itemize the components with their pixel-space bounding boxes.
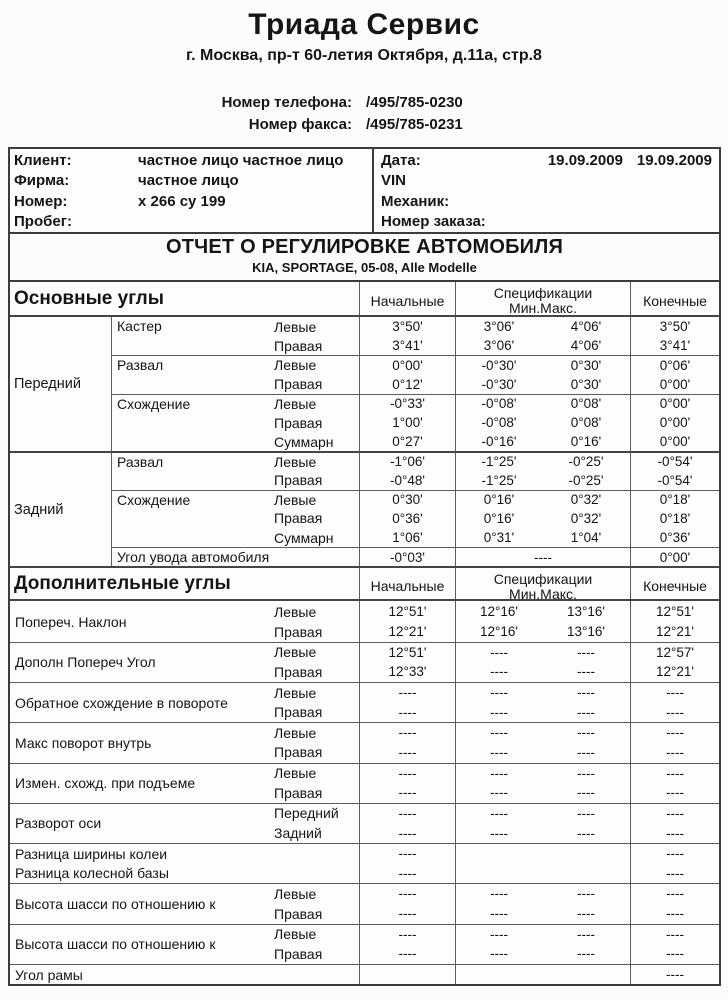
section-title: Основные углы xyxy=(14,287,164,309)
param-label: Схождение xyxy=(112,490,272,548)
column-header-max: Макс. xyxy=(540,586,577,600)
company-address: г. Москва, пр-т 60-летия Октября, д.11а, стр.8 xyxy=(186,47,542,64)
value-initial: ---- xyxy=(359,803,455,823)
side-label: Левые xyxy=(272,394,359,413)
column-header-spec-label: Спецификации xyxy=(493,285,593,301)
column-header-min: Мин. xyxy=(509,300,541,315)
client-row xyxy=(10,212,372,233)
param-label: Кастер xyxy=(117,318,162,334)
side-label: Левые xyxy=(272,883,359,903)
phone-row xyxy=(0,91,728,113)
column-header-min: Мин. xyxy=(509,586,541,600)
value-initial: ---- xyxy=(359,883,455,903)
side-label: Суммарн xyxy=(274,529,334,546)
value-spec-min: ---- xyxy=(455,682,542,702)
value-initial: ---- xyxy=(359,783,455,803)
side-label: Левые xyxy=(272,924,359,944)
group-label: Передний xyxy=(10,317,112,451)
side-label: Передний xyxy=(272,803,359,823)
value-spec-max: ---- xyxy=(542,763,630,783)
value-spec-merged xyxy=(455,964,630,984)
side-label: Левые xyxy=(272,682,359,702)
value-spec-min: -0°16' xyxy=(455,432,542,451)
value-spec-min: -0°08' xyxy=(455,394,542,413)
value-initial: 12°51' xyxy=(359,601,455,621)
section-body xyxy=(10,317,719,566)
value-spec-min: ---- xyxy=(455,944,542,964)
value-spec-min: ---- xyxy=(455,742,542,762)
value-spec-min: 0°16' xyxy=(455,509,542,528)
value-initial: 1°06' xyxy=(359,528,455,547)
side-label: Левые xyxy=(272,642,359,662)
column-header-max: Макс. xyxy=(540,300,577,315)
report-subtitle: KIA, SPORTAGE, 05-08, Alle Modelle xyxy=(252,260,477,275)
value-initial: ---- xyxy=(359,742,455,762)
value-final: ---- xyxy=(630,682,719,702)
client-row xyxy=(374,191,719,212)
side-label: Левые xyxy=(274,603,317,620)
client-field-label: VIN xyxy=(381,172,407,190)
value-initial: ---- xyxy=(359,682,455,702)
value-spec-min: 12°16' xyxy=(455,622,542,642)
value-initial: -1°06' xyxy=(359,451,455,470)
side-label: Левые xyxy=(274,318,317,335)
merged-row-label: Угол рамы xyxy=(10,964,359,984)
value-spec-max: 0°30' xyxy=(542,355,630,374)
value-spec-max: ---- xyxy=(542,722,630,742)
value-spec-max: ---- xyxy=(577,825,595,841)
client-field-value: частное лицо xyxy=(138,172,239,190)
value-final: ---- xyxy=(630,702,719,722)
value-spec-min: ---- xyxy=(455,763,542,783)
value-final: 0°00' xyxy=(630,432,719,451)
value-initial: ---- xyxy=(359,722,455,742)
client-row xyxy=(374,171,719,192)
value-final: 0°00' xyxy=(630,547,719,566)
value-spec-max: ---- xyxy=(577,744,595,760)
side-label: Правая xyxy=(274,744,323,761)
value-spec-max: 0°30' xyxy=(570,376,602,392)
param-label: Разворот оси xyxy=(10,803,272,843)
param-label: Развал xyxy=(112,355,272,393)
column-header-spec-label: Спецификации xyxy=(493,571,593,588)
value-spec-min: 0°31' xyxy=(455,528,542,547)
value-final: ---- xyxy=(630,924,719,944)
side-label: Левые xyxy=(272,763,359,783)
value-spec-max: 13°16' xyxy=(566,604,605,619)
column-header-initial: Начальные xyxy=(359,568,455,599)
value-spec-max: ---- xyxy=(542,642,630,662)
value-final: ---- xyxy=(630,823,719,843)
value-spec-max: 0°08' xyxy=(542,394,630,413)
value-spec-max: ---- xyxy=(542,883,630,903)
value-final: 0°18' xyxy=(630,509,719,528)
value-spec-max: ---- xyxy=(577,664,595,680)
merged-row-label: Угол увода автомобиля xyxy=(112,547,359,566)
side-label: Правая xyxy=(274,623,323,640)
value-final: 0°36' xyxy=(630,528,719,547)
value-final: ---- xyxy=(630,944,719,964)
value-final: ---- xyxy=(630,783,719,803)
value-initial: 0°12' xyxy=(359,375,455,394)
value-final: 12°57' xyxy=(630,642,719,662)
client-field-label: Пробег: xyxy=(14,213,72,231)
value-initial: -0°48' xyxy=(359,471,455,490)
value-spec-min: ---- xyxy=(455,702,542,722)
client-field-value: частное лицо частное лицо xyxy=(138,151,344,169)
value-final: 3°41' xyxy=(630,336,719,355)
side-label: Правая xyxy=(274,945,323,962)
value-initial: ---- xyxy=(359,904,455,924)
value-final: 0°00' xyxy=(630,413,719,432)
value-initial: 12°51' xyxy=(359,642,455,662)
side-label: Правая xyxy=(274,663,323,680)
report-title: ОТЧЕТ О РЕГУЛИРОВКЕ АВТОМОБИЛЯ xyxy=(165,236,564,258)
value-spec-max: 0°08' xyxy=(570,415,602,431)
param-label: Обратное схождение в повороте xyxy=(10,682,272,722)
value-initial: ---- xyxy=(359,702,455,722)
section-title: Дополнительные углы xyxy=(14,572,231,594)
value-final: 0°06' xyxy=(630,355,719,374)
side-label: Правая xyxy=(274,414,323,431)
value-spec-min: -1°25' xyxy=(455,451,542,470)
column-header-initial: Начальные xyxy=(359,282,455,315)
client-info-box xyxy=(8,147,721,234)
value-spec-min: ---- xyxy=(455,783,542,803)
value-initial: 3°50' xyxy=(359,317,455,336)
side-label: Задний xyxy=(274,825,322,842)
value-spec-max: -0°25' xyxy=(568,472,604,488)
value-spec-max: ---- xyxy=(577,785,595,801)
value-spec-max: 0°32' xyxy=(542,490,630,509)
client-info-right xyxy=(372,149,719,232)
value-spec-min: ---- xyxy=(455,642,542,662)
value-initial: 0°27' xyxy=(359,432,455,451)
value-spec-max: ---- xyxy=(577,946,595,962)
column-header-final: Конечные xyxy=(630,282,719,315)
client-row xyxy=(374,150,719,171)
param-label: Попереч. Наклон xyxy=(15,613,127,630)
report-title-box xyxy=(8,234,721,282)
alignment-table xyxy=(8,282,721,986)
value-final: ---- xyxy=(630,803,719,823)
value-spec-min: ---- xyxy=(455,904,542,924)
phone-number: /495/785-0230 xyxy=(366,93,463,111)
value-spec-min: -0°08' xyxy=(455,413,542,432)
fax-label: Номер факса: xyxy=(248,115,352,133)
value-spec-merged: ---- xyxy=(455,547,630,566)
letterhead xyxy=(0,0,728,135)
section-body xyxy=(10,601,719,984)
value-final: 3°50' xyxy=(630,317,719,336)
param-label: Схождение xyxy=(112,394,272,452)
value-final: 12°21' xyxy=(630,662,719,682)
client-row xyxy=(374,212,719,233)
value-initial: 0°36' xyxy=(359,509,455,528)
param-label: Измен. схожд. при подъеме xyxy=(10,763,272,803)
client-field-label: Номер заказа: xyxy=(381,213,486,231)
date-value: 19.09.2009 xyxy=(547,151,623,169)
value-spec-max: 0°32' xyxy=(570,510,602,526)
param-label: Развал xyxy=(112,451,272,489)
value-spec-max: ---- xyxy=(542,803,630,823)
value-spec-merged xyxy=(455,863,630,883)
value-initial: 12°21' xyxy=(359,622,455,642)
value-initial: ---- xyxy=(359,843,455,863)
value-final: -0°54' xyxy=(630,471,719,490)
value-final: ---- xyxy=(630,964,719,984)
value-final: 0°00' xyxy=(630,375,719,394)
section-header xyxy=(10,566,719,601)
value-spec-min: ---- xyxy=(455,924,542,944)
date-value: 19.09.2009 xyxy=(636,151,712,169)
value-spec-min: -0°30' xyxy=(455,355,542,374)
value-initial: 3°41' xyxy=(359,336,455,355)
client-row xyxy=(10,171,372,192)
merged-row-label: Разница ширины колеи xyxy=(10,843,359,863)
value-spec-min: ---- xyxy=(455,803,542,823)
client-field-values xyxy=(548,152,719,169)
value-final: ---- xyxy=(630,883,719,903)
value-spec-max: 4°06' xyxy=(570,319,602,335)
value-spec-max: ---- xyxy=(577,906,595,922)
value-final: ---- xyxy=(630,722,719,742)
company-name: Триада Сервис xyxy=(248,8,480,41)
column-header-minmax xyxy=(509,300,577,315)
value-final: 12°51' xyxy=(630,601,719,621)
group-label: Задний xyxy=(10,451,112,566)
value-spec-max: 13°16' xyxy=(566,624,605,640)
value-spec-merged xyxy=(455,843,630,863)
column-header-spec xyxy=(455,282,630,315)
side-label: Правая xyxy=(274,784,323,801)
value-spec-max: ---- xyxy=(542,924,630,944)
value-spec-max: ---- xyxy=(542,682,630,702)
value-initial: ---- xyxy=(359,763,455,783)
side-label: Правая xyxy=(274,704,323,721)
side-label: Правая xyxy=(274,472,323,489)
value-initial: 0°00' xyxy=(359,355,455,374)
column-header-final: Конечные xyxy=(630,568,719,599)
value-initial xyxy=(359,964,455,984)
client-row xyxy=(10,150,372,171)
value-spec-min: -1°25' xyxy=(455,471,542,490)
side-label: Правая xyxy=(274,905,323,922)
client-info-left xyxy=(10,149,372,232)
value-initial: -0°33' xyxy=(359,394,455,413)
value-spec-min: ---- xyxy=(455,823,542,843)
side-label: Правая xyxy=(274,510,323,527)
value-spec-max: -0°25' xyxy=(542,451,630,470)
value-spec-min: ---- xyxy=(455,722,542,742)
side-label: Суммарн xyxy=(274,433,334,450)
value-spec-min: 0°16' xyxy=(455,490,542,509)
value-final: 0°00' xyxy=(630,394,719,413)
fax-row xyxy=(0,113,728,135)
value-final: -0°54' xyxy=(630,451,719,470)
side-label: Левые xyxy=(272,355,359,374)
contact-block xyxy=(0,91,728,135)
value-spec-min: 3°06' xyxy=(455,336,542,355)
value-spec-max: 0°16' xyxy=(570,434,602,450)
client-row xyxy=(10,191,372,212)
value-spec-min: 12°16' xyxy=(455,601,542,621)
value-initial: -0°03' xyxy=(359,547,455,566)
param-label: Макс поворот внутрь xyxy=(10,722,272,762)
client-field-label: Фирма: xyxy=(14,172,70,190)
section-header xyxy=(10,282,719,317)
client-field-value: х 266 су 199 xyxy=(138,192,226,210)
value-spec-max: ---- xyxy=(577,704,595,720)
value-final: ---- xyxy=(630,904,719,924)
value-final: ---- xyxy=(630,843,719,863)
client-field-label: Номер: xyxy=(14,192,68,210)
side-label: Правая xyxy=(274,337,323,354)
side-label: Правая xyxy=(274,376,323,393)
value-spec-max: 4°06' xyxy=(570,338,602,354)
value-spec-max: 1°04' xyxy=(570,530,602,546)
column-header-minmax xyxy=(509,586,577,599)
client-field-label: Дата: xyxy=(381,151,421,169)
value-initial: ---- xyxy=(359,944,455,964)
param-label: Высота шасси по отношению к xyxy=(10,924,272,964)
value-spec-min: ---- xyxy=(455,662,542,682)
column-header-spec xyxy=(455,568,630,599)
value-initial: ---- xyxy=(359,924,455,944)
side-label: Левые xyxy=(272,722,359,742)
value-final: ---- xyxy=(630,763,719,783)
value-spec-min: ---- xyxy=(455,883,542,903)
client-field-label: Механик: xyxy=(381,192,450,210)
merged-row-label: Разница колесной базы xyxy=(15,865,169,882)
value-initial: 0°30' xyxy=(359,490,455,509)
fax-number: /495/785-0231 xyxy=(366,115,463,133)
value-final: 0°18' xyxy=(630,490,719,509)
value-final: 12°21' xyxy=(630,622,719,642)
client-field-label: Клиент: xyxy=(14,151,72,169)
param-label: Высота шасси по отношению к xyxy=(10,883,272,923)
param-label: Дополн Попереч Угол xyxy=(10,642,272,682)
value-initial: 1°00' xyxy=(359,413,455,432)
value-initial: ---- xyxy=(359,823,455,843)
value-spec-min: -0°30' xyxy=(455,375,542,394)
value-final: ---- xyxy=(630,863,719,883)
value-initial: 12°33' xyxy=(359,662,455,682)
phone-label: Номер телефона: xyxy=(221,93,352,111)
value-spec-min: 3°06' xyxy=(455,317,542,336)
value-final: ---- xyxy=(630,742,719,762)
side-label: Левые xyxy=(272,490,359,509)
document-body xyxy=(8,147,721,986)
value-initial: ---- xyxy=(359,863,455,883)
side-label: Левые xyxy=(272,451,359,470)
